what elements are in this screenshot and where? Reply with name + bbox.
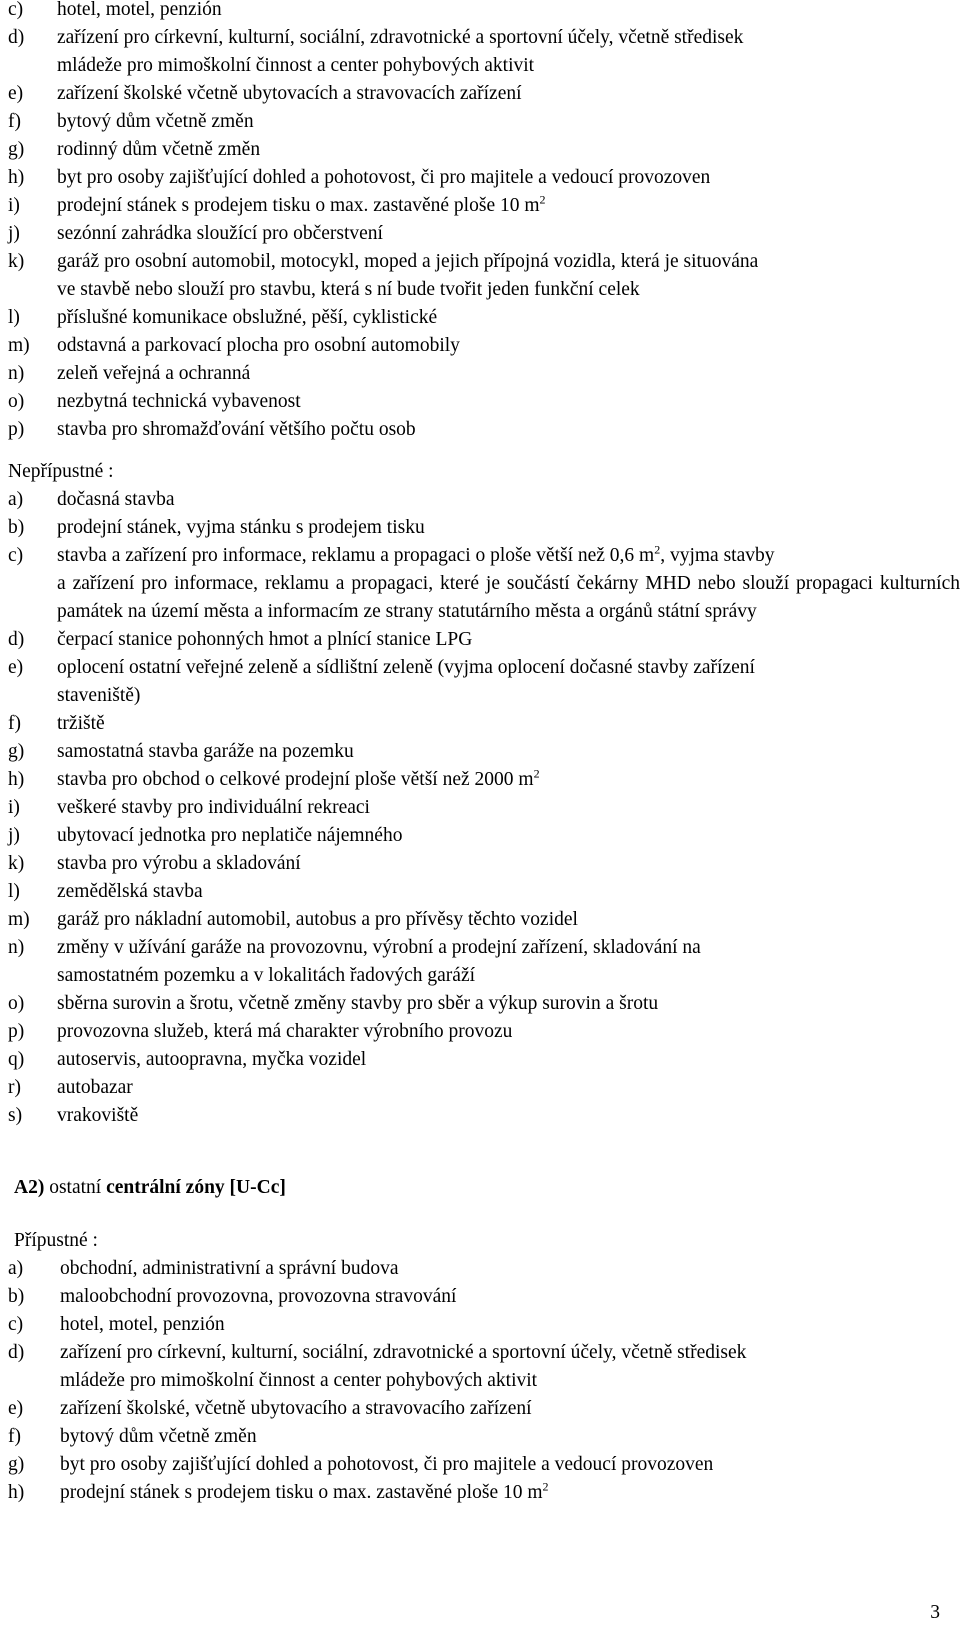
list-item	[8, 906, 960, 934]
list-item	[8, 1423, 960, 1451]
list-item	[8, 486, 960, 514]
item-label: d)	[8, 1342, 25, 1363]
superscript: 2	[539, 192, 546, 207]
list-item	[8, 248, 960, 304]
item-label: a)	[8, 489, 24, 510]
item-text	[57, 822, 960, 850]
item-label: g)	[8, 741, 25, 762]
item-label: h)	[8, 769, 25, 790]
list-item	[8, 192, 960, 220]
item-text	[57, 136, 960, 164]
item-main-text: byt pro osoby zajišťující dohled a pohotovost, či pro majitele a vedoucí provozoven	[57, 167, 711, 188]
list-item	[8, 1479, 960, 1507]
item-label: j)	[8, 825, 20, 846]
item-main-text: ubytovací jednotka pro neplatiče nájemného	[57, 825, 403, 846]
list-item	[8, 794, 960, 822]
item-main-text: veškeré stavby pro individuální rekreaci	[57, 797, 370, 818]
item-text	[60, 1311, 960, 1339]
list-item	[8, 0, 960, 24]
item-label: r)	[8, 1077, 21, 1098]
item-main-text: stavba a zařízení pro informace, reklamu a propagaci o ploše větší než 0,6 m	[57, 545, 655, 566]
item-label: o)	[8, 391, 25, 412]
item-text	[57, 1046, 960, 1074]
item-main-text: změny v užívání garáže na provozovnu, výrobní a prodejní zařízení, skladování na	[57, 937, 701, 958]
item-label: l)	[8, 881, 20, 902]
item-label: h)	[8, 1482, 25, 1503]
item-continuation: ve stavbě nebo slouží pro stavbu, která s ní bude tvořit jeden funkční celek	[57, 279, 640, 300]
item-label: o)	[8, 993, 25, 1014]
item-main-text: hotel, motel, penzión	[57, 0, 222, 20]
item-main-text: příslušné komunikace obslužné, pěší, cyklistické	[57, 307, 438, 328]
list-item	[8, 332, 960, 360]
item-main-text: zemědělská stavba	[57, 881, 203, 902]
item-continuation: a zařízení pro informace, reklamu a propagaci, které je součástí čekárny MHD nebo slouží propagaci kulturních památek na území města a informacím ze strany statutárního města a orgánů státní správy	[57, 573, 960, 622]
list-item	[8, 626, 960, 654]
item-text	[57, 542, 960, 626]
list-item	[8, 164, 960, 192]
item-continuation: samostatném pozemku a v lokalitách řadových garáží	[57, 965, 476, 986]
heading-not-permitted: Nepřípustné :	[8, 461, 114, 482]
item-main-text: zařízení pro církevní, kulturní, sociální, zdravotnické a sportovní účely, včetně středisek	[60, 1342, 747, 1363]
item-main-text: obchodní, administrativní a správní budova	[60, 1258, 399, 1279]
superscript: 2	[533, 766, 540, 781]
item-text	[57, 220, 960, 248]
item-main-text: čerpací stanice pohonných hmot a plnící stanice LPG	[57, 629, 473, 650]
list-item	[8, 1046, 960, 1074]
item-text	[60, 1339, 960, 1395]
item-label: d)	[8, 27, 25, 48]
item-main-text: garáž pro osobní automobil, motocykl, moped a jejich přípojná vozidla, která je situována	[57, 251, 759, 272]
list-item	[8, 388, 960, 416]
item-main-text: samostatná stavba garáže na pozemku	[57, 741, 354, 762]
item-main-text: zařízení školské včetně ubytovacích a stravovacích zařízení	[57, 83, 522, 104]
list-item	[8, 514, 960, 542]
list-item	[8, 1311, 960, 1339]
list-item	[8, 416, 960, 444]
list-item	[8, 220, 960, 248]
item-label: e)	[8, 83, 24, 104]
superscript: 2	[654, 542, 661, 557]
item-main-text: autoservis, autoopravna, myčka vozidel	[57, 1049, 367, 1070]
item-text	[60, 1283, 960, 1311]
item-text	[57, 108, 960, 136]
item-main-text: stavba pro shromažďování většího počtu osob	[57, 419, 416, 440]
list-item	[8, 1018, 960, 1046]
item-main-text: prodejní stánek, vyjma stánku s prodejem tisku	[57, 517, 425, 538]
item-text	[57, 990, 960, 1018]
item-main-text: provozovna služeb, která má charakter výrobního provozu	[57, 1021, 513, 1042]
item-text	[57, 710, 960, 738]
allowed-list-continued	[8, 0, 960, 444]
list-item	[8, 878, 960, 906]
item-continuation: mládeže pro mimoškolní činnost a center pohybových aktivit	[57, 55, 535, 76]
item-text	[57, 514, 960, 542]
item-continuation: staveniště)	[57, 685, 141, 706]
item-main-text: zařízení školské, včetně ubytovacího a stravovacího zařízení	[60, 1398, 532, 1419]
superscript: 2	[542, 1479, 549, 1494]
item-text	[57, 304, 960, 332]
item-text	[57, 878, 960, 906]
item-label: a)	[8, 1258, 24, 1279]
item-label: j)	[8, 223, 20, 244]
item-label: k)	[8, 853, 25, 874]
list-item	[8, 1339, 960, 1395]
list-item	[8, 24, 960, 80]
item-text	[57, 1102, 960, 1130]
list-item	[8, 850, 960, 878]
item-text	[57, 24, 960, 80]
item-main-text: stavba pro obchod o celkové prodejní ploše větší než 2000 m	[57, 769, 534, 790]
item-text	[57, 164, 960, 192]
item-main-text: bytový dům včetně změn	[57, 111, 254, 132]
item-text	[57, 416, 960, 444]
item-text	[57, 248, 960, 304]
item-label: c)	[8, 1314, 24, 1335]
item-text	[57, 1074, 960, 1102]
item-main-text: tržiště	[57, 713, 105, 734]
item-main-text: hotel, motel, penzión	[60, 1314, 225, 1335]
list-item	[8, 1074, 960, 1102]
list-item	[8, 1255, 960, 1283]
item-text-after: , vyjma stavby	[660, 545, 775, 566]
list-item	[8, 542, 960, 626]
page-number: 3	[930, 1602, 940, 1623]
item-main-text: sezónní zahrádka sloužící pro občerstvení	[57, 223, 383, 244]
list-item	[8, 934, 960, 990]
item-label: g)	[8, 139, 25, 160]
list-item	[8, 1451, 960, 1479]
permitted-list	[8, 1255, 960, 1507]
item-text	[57, 626, 960, 654]
section-code: A2)	[14, 1177, 45, 1198]
list-item	[8, 1283, 960, 1311]
heading-permitted: Přípustné :	[14, 1230, 98, 1251]
item-label: s)	[8, 1105, 23, 1126]
item-text	[60, 1451, 960, 1479]
item-main-text: nezbytná technická vybavenost	[57, 391, 301, 412]
item-text	[57, 360, 960, 388]
item-main-text: maloobchodní provozovna, provozovna stravování	[60, 1286, 457, 1307]
list-item	[8, 1102, 960, 1130]
item-text	[60, 1423, 960, 1451]
list-item	[8, 1395, 960, 1423]
item-label: c)	[8, 545, 24, 566]
item-main-text: rodinný dům včetně změn	[57, 139, 261, 160]
item-main-text: sběrna surovin a šrotu, včetně změny stavby pro sběr a výkup surovin a šrotu	[57, 993, 659, 1014]
item-label: n)	[8, 363, 25, 384]
item-label: k)	[8, 251, 25, 272]
item-text	[57, 654, 960, 710]
list-item	[8, 108, 960, 136]
item-label: b)	[8, 1286, 25, 1307]
item-text	[57, 0, 960, 24]
list-item	[8, 304, 960, 332]
item-main-text: vrakoviště	[57, 1105, 139, 1126]
item-text	[57, 486, 960, 514]
item-text	[57, 850, 960, 878]
item-text	[57, 766, 960, 794]
item-text	[57, 80, 960, 108]
item-text	[57, 738, 960, 766]
item-main-text: zařízení pro církevní, kulturní, sociální, zdravotnické a sportovní účely, včetně středisek	[57, 27, 744, 48]
item-label: b)	[8, 517, 25, 538]
list-item	[8, 738, 960, 766]
item-label: p)	[8, 1021, 25, 1042]
item-label: i)	[8, 195, 20, 216]
item-label: p)	[8, 419, 25, 440]
item-main-text: stavba pro výrobu a skladování	[57, 853, 301, 874]
item-text	[57, 906, 960, 934]
item-label: m)	[8, 909, 30, 930]
section-title	[14, 1174, 286, 1202]
item-main-text: byt pro osoby zajišťující dohled a pohotovost, či pro majitele a vedoucí provozoven	[60, 1454, 714, 1475]
item-main-text: oplocení ostatní veřejné zeleně a sídlištní zeleně (vyjma oplocení dočasné stavby zařízení	[57, 657, 755, 678]
list-item	[8, 360, 960, 388]
item-main-text: bytový dům včetně změn	[60, 1426, 257, 1447]
item-label: q)	[8, 1049, 25, 1070]
item-continuation: mládeže pro mimoškolní činnost a center pohybových aktivit	[60, 1370, 538, 1391]
item-main-text: prodejní stánek s prodejem tisku o max. zastavěné ploše 10 m	[57, 195, 540, 216]
item-main-text: garáž pro nákladní automobil, autobus a pro přívěsy těchto vozidel	[57, 909, 578, 930]
item-label: g)	[8, 1454, 25, 1475]
item-label: d)	[8, 629, 25, 650]
item-label: i)	[8, 797, 20, 818]
item-text	[57, 192, 960, 220]
item-label: f)	[8, 713, 21, 734]
list-item	[8, 710, 960, 738]
not-permitted-list	[8, 486, 960, 1130]
item-text	[57, 1018, 960, 1046]
item-text	[57, 794, 960, 822]
item-label: n)	[8, 937, 25, 958]
item-main-text: odstavná a parkovací plocha pro osobní automobily	[57, 335, 460, 356]
item-text	[57, 388, 960, 416]
item-text	[57, 934, 960, 990]
list-item	[8, 990, 960, 1018]
item-label: h)	[8, 167, 25, 188]
section-middle: ostatní	[44, 1177, 107, 1198]
item-main-text: autobazar	[57, 1077, 133, 1098]
list-item	[8, 766, 960, 794]
item-main-text: prodejní stánek s prodejem tisku o max. zastavěné ploše 10 m	[60, 1482, 543, 1503]
item-text	[60, 1395, 960, 1423]
item-label: e)	[8, 1398, 24, 1419]
list-item	[8, 80, 960, 108]
item-label: f)	[8, 1426, 21, 1447]
list-item	[8, 822, 960, 850]
list-item	[8, 654, 960, 710]
item-main-text: dočasná stavba	[57, 489, 175, 510]
item-label: f)	[8, 111, 21, 132]
item-text	[60, 1479, 960, 1507]
list-item	[8, 136, 960, 164]
item-label: m)	[8, 335, 30, 356]
item-main-text: zeleň veřejná a ochranná	[57, 363, 251, 384]
item-text	[60, 1255, 960, 1283]
item-label: l)	[8, 307, 20, 328]
item-text	[57, 332, 960, 360]
section-zone: centrální zóny [U-Cc]	[106, 1177, 286, 1198]
item-label: c)	[8, 0, 24, 20]
item-label: e)	[8, 657, 24, 678]
